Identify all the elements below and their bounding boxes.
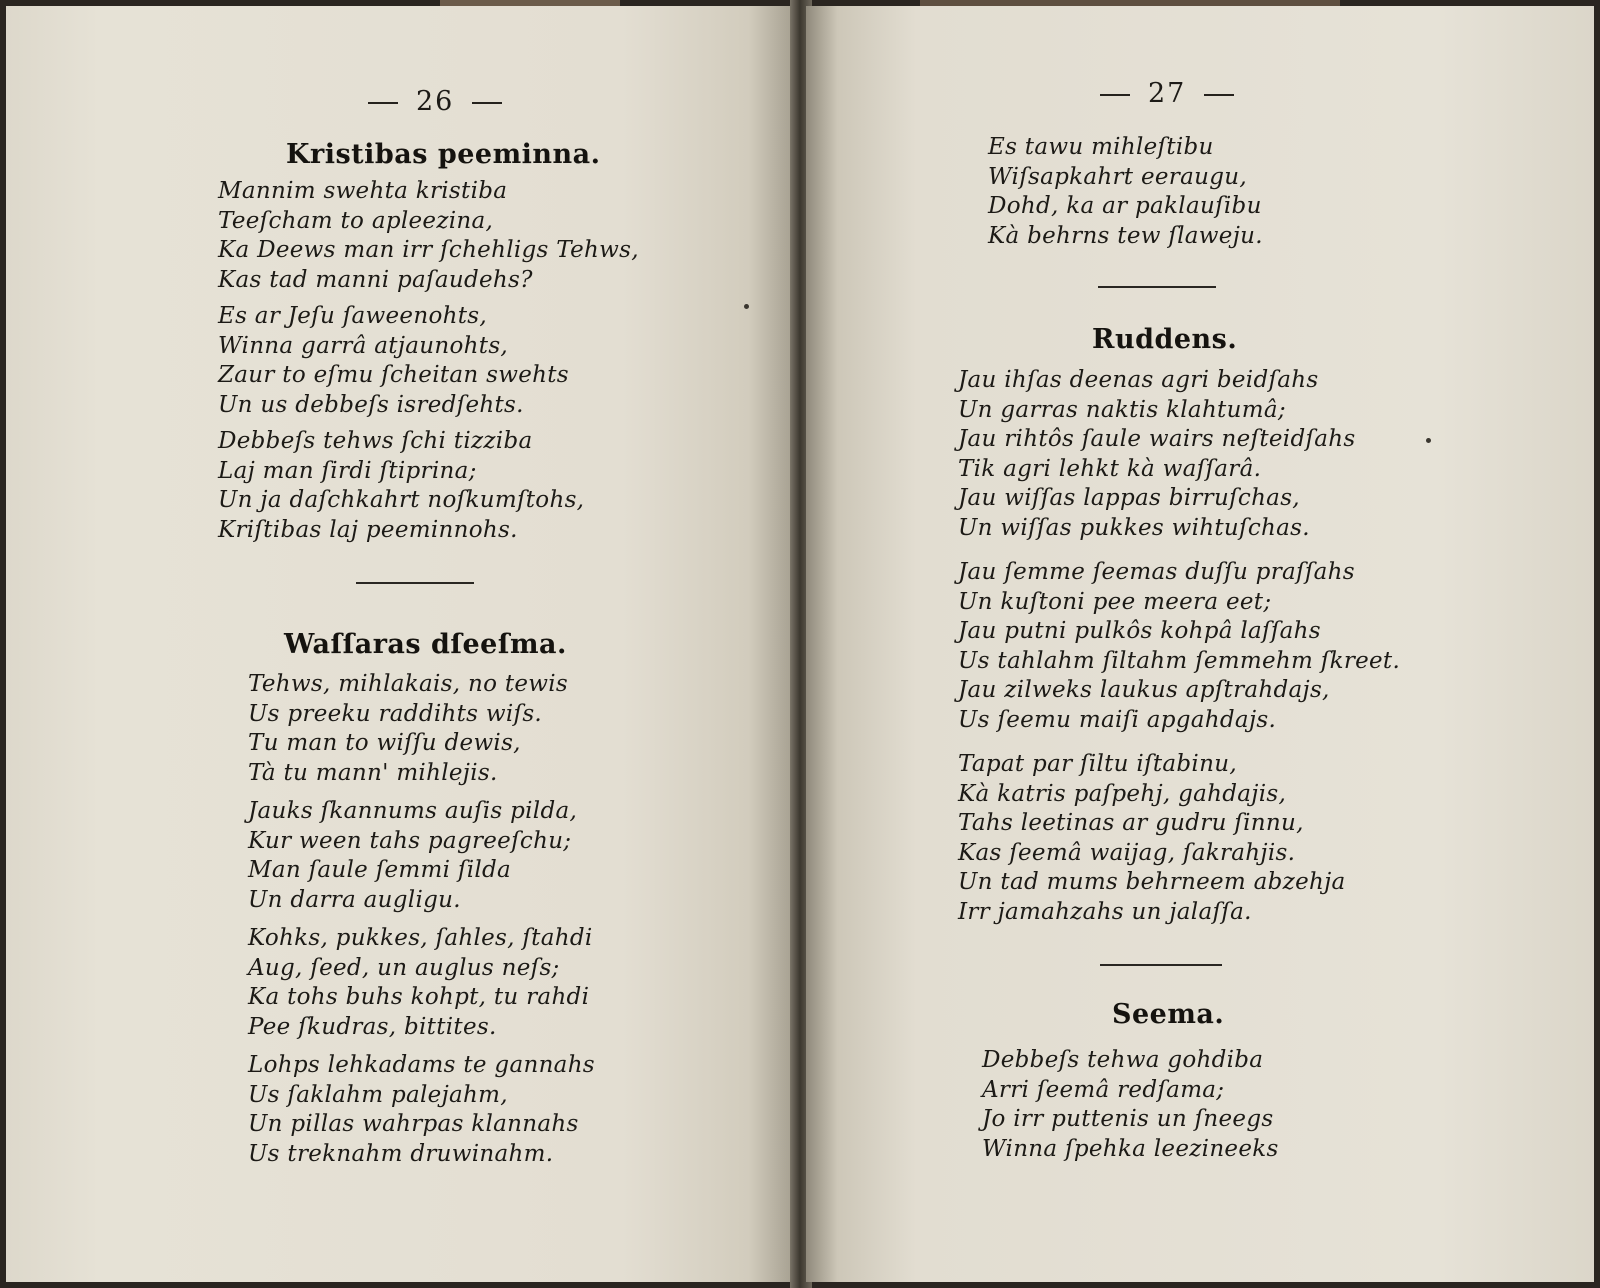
verse-line: Kohks, pukkes, ſahles, ſtahdi: [248, 925, 593, 951]
stanza: [958, 366, 1356, 543]
verse-line: Winna garrâ atjaunohts,: [218, 332, 509, 359]
page-number: [350, 86, 520, 117]
folio-dash: [1204, 94, 1234, 96]
stanza: [218, 427, 584, 545]
verse-line: Teeſcham to apleezina,: [218, 207, 494, 234]
verse-line: Un ja daſchkahrt noſkumſtohs,: [218, 487, 585, 513]
verse-line: Debbeſs tehwa gohdiba: [982, 1047, 1264, 1073]
stanza: [248, 1051, 595, 1169]
verse-line: Debbeſs tehws ſchi tizziba: [218, 428, 533, 454]
verse-line: Kà behrns tew ſlaweju.: [988, 222, 1263, 249]
verse-line: Us preeku raddihts wiſs.: [248, 700, 543, 727]
verse-line: Un kuſtoni pee meera eet;: [958, 588, 1272, 615]
verse-line: Us ſaklahm palejahm,: [248, 1081, 508, 1108]
verse-line: Tehws, mihlakais, no tewis: [248, 671, 569, 697]
verse-line: Arri ſeemâ redſama;: [982, 1076, 1225, 1103]
stanza: [218, 302, 569, 420]
verse-line: Jauks ſkannums auſis pilda,: [248, 798, 578, 824]
verse-line: Tà tu mann' mihlejis.: [248, 759, 498, 786]
right-page: [806, 6, 1594, 1282]
verse-line: Jo irr puttenis un ſneegs: [982, 1106, 1274, 1132]
folio-dash: [1100, 94, 1130, 96]
verse-line: Irr jamahzahs un jalaſſa.: [958, 898, 1252, 925]
verse-line: Jau ihſas deenas agri beidſahs: [958, 367, 1319, 393]
verse-line: Jau ſemme ſeemas duſſu praſſahs: [958, 559, 1355, 585]
verse-line: Aug, ſeed, un auglus neſs;: [248, 954, 560, 981]
stanza: [982, 1046, 1279, 1164]
left-page: [6, 6, 796, 1282]
verse-line: Dohd, ka ar paklauſibu: [988, 193, 1262, 219]
section-divider: [1098, 286, 1216, 288]
stanza: [248, 797, 577, 915]
stanza: [988, 133, 1263, 251]
verse-line: Wiſsapkahrt eeraugu,: [988, 163, 1247, 190]
paper-speck: [744, 304, 749, 309]
verse-line: Kur ween tahs pagreeſchu;: [248, 827, 572, 854]
stanza: [218, 177, 639, 295]
verse-line: Tu man to wiſſu dewis,: [248, 730, 521, 756]
verse-line: Un tad mums behrneem abzehja: [958, 869, 1346, 895]
verse-line: Es ar Jeſu ſaweenohts,: [218, 303, 487, 329]
folio-dash: [472, 102, 502, 104]
poem-title: Kristibas peeminna.: [286, 139, 601, 170]
folio-dash: [368, 102, 398, 104]
verse-line: Us ſeemu maiſi apgahdajs.: [958, 706, 1277, 733]
verse-line: Tapat par ſiltu iſtabinu,: [958, 751, 1237, 777]
page-number-text: 27: [1148, 78, 1187, 109]
verse-line: Un garras naktis klahtumâ;: [958, 396, 1286, 423]
verse-line: Jau rihtôs ſaule wairs neſteidſahs: [958, 426, 1356, 452]
verse-line: Kà katris paſpehj, gahdajis,: [958, 780, 1287, 807]
verse-line: Pee ſkudras, bittites.: [248, 1013, 497, 1040]
verse-line: Winna ſpehka leezineeks: [982, 1135, 1279, 1162]
verse-line: Un us debbeſs isredſehts.: [218, 391, 524, 418]
verse-line: Kas ſeemâ waijag, ſakrahjis.: [958, 839, 1296, 866]
verse-line: Ka tohs buhs kohpt, tu rahdi: [248, 984, 590, 1010]
paper-speck: [1426, 438, 1431, 443]
verse-line: Mannim swehta kristiba: [218, 178, 508, 204]
verse-line: Un pillas wahrpas klannahs: [248, 1111, 579, 1137]
verse-line: Lohps lehkadams te gannahs: [248, 1052, 595, 1078]
verse-line: Zaur to eſmu ſcheitan swehts: [218, 362, 569, 388]
verse-line: Laj man ſirdi ſtiprina;: [218, 457, 477, 484]
verse-line: Jau wiſſas lappas birruſchas,: [958, 485, 1300, 511]
stanza: [248, 924, 593, 1042]
verse-line: Jau zilweks laukus apſtrahdajs,: [958, 677, 1330, 703]
verse-line: Tik agri lehkt kà waſſarâ.: [958, 455, 1262, 482]
verse-line: Un darra augligu.: [248, 886, 461, 913]
verse-line: Es tawu mihleſtibu: [988, 134, 1214, 160]
stanza: [248, 670, 568, 788]
verse-line: Ka Deews man irr ſchehligs Tehws,: [218, 237, 639, 263]
verse-line: Kriſtibas laj peeminnohs.: [218, 516, 518, 543]
verse-line: Man ſaule ſemmi ſilda: [248, 857, 512, 883]
stanza: [958, 558, 1400, 735]
section-divider: [1100, 964, 1222, 966]
verse-line: Tahs leetinas ar gudru ſinnu,: [958, 810, 1304, 836]
page-number: [1082, 78, 1252, 109]
poem-title: Seema.: [1112, 999, 1225, 1030]
verse-line: Us tahlahm ſiltahm ſemmehm ſkreet.: [958, 647, 1401, 674]
poem-title: Ruddens.: [1092, 324, 1238, 355]
verse-line: Un wiſſas pukkes wihtuſchas.: [958, 514, 1310, 541]
stanza: [958, 750, 1346, 927]
page-number-text: 26: [416, 86, 455, 117]
verse-line: Kas tad manni paſaudehs?: [218, 266, 533, 293]
verse-line: Jau putni pulkôs kohpâ laſſahs: [958, 618, 1321, 644]
verse-line: Us treknahm druwinahm.: [248, 1140, 554, 1167]
section-divider: [356, 582, 474, 584]
poem-title: Waſſaras dſeeſma.: [284, 629, 567, 660]
